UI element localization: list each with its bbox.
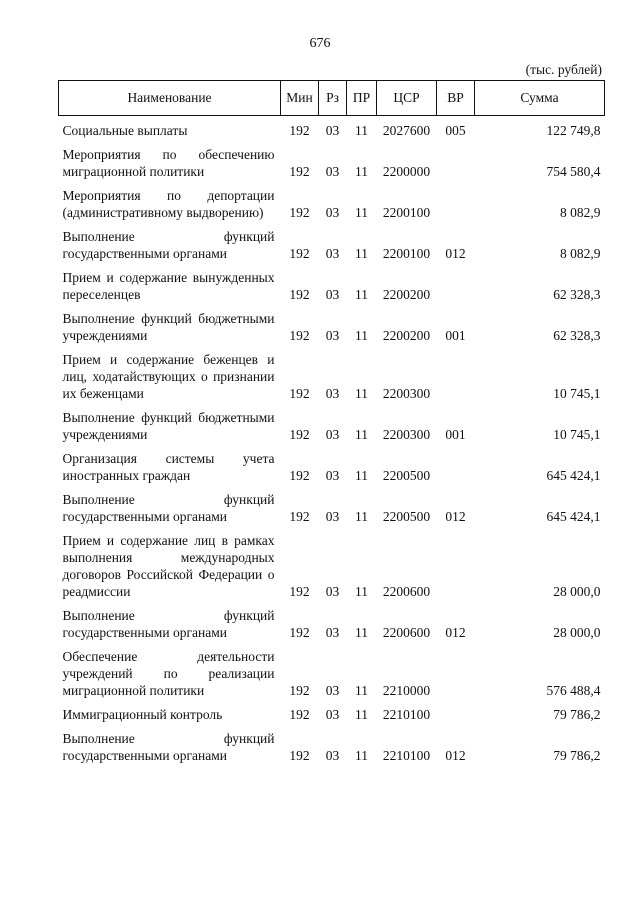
row-csr: 2200300 [382, 386, 431, 401]
header-name: Наименование [59, 81, 281, 116]
table-row [59, 116, 605, 144]
row-rz: 03 [325, 468, 340, 483]
row-vr [437, 184, 475, 225]
row-sum: 10 745,1 [553, 386, 601, 401]
row-sum: 10 745,1 [553, 427, 601, 442]
table-row [59, 266, 605, 307]
row-csr: 2210100 [382, 748, 431, 763]
row-name: Выполнение функций государственными органами [62, 731, 275, 763]
row-name: Мероприятия по обеспечению миграционной политики [62, 147, 275, 179]
table-row [59, 604, 605, 645]
row-rz: 03 [325, 205, 340, 220]
row-rz: 03 [325, 584, 340, 599]
row-vr [437, 348, 475, 406]
row-min: 192 [289, 287, 310, 302]
row-rz: 03 [325, 123, 340, 138]
header-vr: ВР [437, 81, 475, 116]
row-min: 192 [289, 625, 310, 640]
row-name: Социальные выплаты [62, 123, 188, 138]
row-name: Выполнение функций бюджетными учреждениями [62, 410, 275, 442]
table-row [59, 348, 605, 406]
row-min: 192 [289, 683, 310, 698]
row-csr: 2200100 [382, 246, 431, 261]
row-vr: 012 [445, 509, 466, 524]
table-row [59, 645, 605, 703]
row-pr: 11 [355, 205, 368, 220]
row-min: 192 [289, 707, 310, 722]
row-min: 192 [289, 748, 310, 763]
row-name: Мероприятия по депортации (административному выдворению) [62, 188, 275, 220]
row-vr [437, 529, 475, 604]
row-sum: 28 000,0 [553, 584, 601, 599]
budget-table [58, 80, 605, 768]
table-body [59, 116, 605, 769]
row-min: 192 [289, 246, 310, 261]
row-vr [437, 645, 475, 703]
row-sum: 28 000,0 [553, 625, 601, 640]
row-sum: 62 328,3 [553, 287, 601, 302]
row-name: Иммиграционный контроль [62, 707, 223, 722]
row-rz: 03 [325, 748, 340, 763]
row-vr: 001 [445, 427, 466, 442]
table-row [59, 703, 605, 727]
header-pr: ПР [347, 81, 377, 116]
table-row [59, 307, 605, 348]
row-name: Организация системы учета иностранных граждан [62, 451, 275, 483]
row-vr [437, 143, 475, 184]
row-min: 192 [289, 468, 310, 483]
header-rz: Рз [319, 81, 347, 116]
table-row [59, 143, 605, 184]
table-row [59, 727, 605, 768]
table-row [59, 406, 605, 447]
row-min: 192 [289, 427, 310, 442]
row-csr: 2200500 [382, 509, 431, 524]
row-csr: 2200600 [382, 625, 431, 640]
row-name: Прием и содержание вынужденных переселенцев [62, 270, 275, 302]
row-name: Выполнение функций государственными органами [62, 608, 275, 640]
row-name: Обеспечение деятельности учреждений по реализации миграционной политики [62, 649, 275, 698]
header-csr: ЦСР [377, 81, 437, 116]
row-csr: 2200200 [382, 287, 431, 302]
row-rz: 03 [325, 328, 340, 343]
row-min: 192 [289, 509, 310, 524]
page-number: 676 [309, 36, 331, 51]
row-rz: 03 [325, 625, 340, 640]
row-pr: 11 [355, 509, 368, 524]
row-vr: 012 [445, 246, 466, 261]
row-csr: 2210100 [382, 707, 431, 722]
row-pr: 11 [355, 164, 368, 179]
row-vr: 005 [445, 123, 466, 138]
row-pr: 11 [355, 707, 368, 722]
row-name: Выполнение функций бюджетными учреждениями [62, 311, 275, 343]
row-min: 192 [289, 205, 310, 220]
row-sum: 754 580,4 [546, 164, 601, 179]
row-name: Прием и содержание лиц в рамках выполнения международных договоров Российской Федерации о реадмиссии [62, 533, 275, 599]
row-pr: 11 [355, 427, 368, 442]
row-min: 192 [289, 386, 310, 401]
row-pr: 11 [355, 468, 368, 483]
row-pr: 11 [355, 287, 368, 302]
row-pr: 11 [355, 584, 368, 599]
row-min: 192 [289, 123, 310, 138]
row-rz: 03 [325, 164, 340, 179]
row-sum: 122 749,8 [546, 123, 601, 138]
row-pr: 11 [355, 748, 368, 763]
row-csr: 2027600 [382, 123, 431, 138]
row-vr: 012 [445, 748, 466, 763]
row-csr: 2200300 [382, 427, 431, 442]
row-min: 192 [289, 164, 310, 179]
row-pr: 11 [355, 246, 368, 261]
row-rz: 03 [325, 707, 340, 722]
row-sum: 645 424,1 [546, 468, 601, 483]
table-row [59, 225, 605, 266]
row-sum: 62 328,3 [553, 328, 601, 343]
table-header [59, 81, 605, 116]
row-vr [437, 447, 475, 488]
row-sum: 8 082,9 [560, 246, 601, 261]
header-sum: Сумма [475, 81, 605, 116]
row-sum: 79 786,2 [553, 748, 601, 763]
row-rz: 03 [325, 386, 340, 401]
row-min: 192 [289, 328, 310, 343]
row-rz: 03 [325, 246, 340, 261]
row-vr: 012 [445, 625, 466, 640]
row-name: Прием и содержание беженцев и лиц, ходатайствующих о признании их беженцами [62, 352, 275, 401]
row-csr: 2200600 [382, 584, 431, 599]
row-sum: 8 082,9 [560, 205, 601, 220]
row-pr: 11 [355, 683, 368, 698]
table-row [59, 447, 605, 488]
row-csr: 2200000 [382, 164, 431, 179]
row-pr: 11 [355, 123, 368, 138]
row-name: Выполнение функций государственными органами [62, 229, 275, 261]
table-row [59, 488, 605, 529]
row-vr [437, 266, 475, 307]
row-csr: 2210000 [382, 683, 431, 698]
row-sum: 79 786,2 [553, 707, 601, 722]
row-rz: 03 [325, 427, 340, 442]
row-pr: 11 [355, 625, 368, 640]
row-sum: 576 488,4 [546, 683, 601, 698]
row-pr: 11 [355, 386, 368, 401]
row-min: 192 [289, 584, 310, 599]
row-vr [437, 703, 475, 727]
row-csr: 2200200 [382, 328, 431, 343]
row-csr: 2200500 [382, 468, 431, 483]
table-row [59, 529, 605, 604]
row-pr: 11 [355, 328, 368, 343]
row-rz: 03 [325, 683, 340, 698]
row-rz: 03 [325, 509, 340, 524]
row-name: Выполнение функций государственными органами [62, 492, 275, 524]
row-csr: 2200100 [382, 205, 431, 220]
row-rz: 03 [325, 287, 340, 302]
row-vr: 001 [445, 328, 466, 343]
header-min: Мин [281, 81, 319, 116]
row-sum: 645 424,1 [546, 509, 601, 524]
table-row [59, 184, 605, 225]
units-label: (тыс. рублей) [525, 62, 602, 77]
